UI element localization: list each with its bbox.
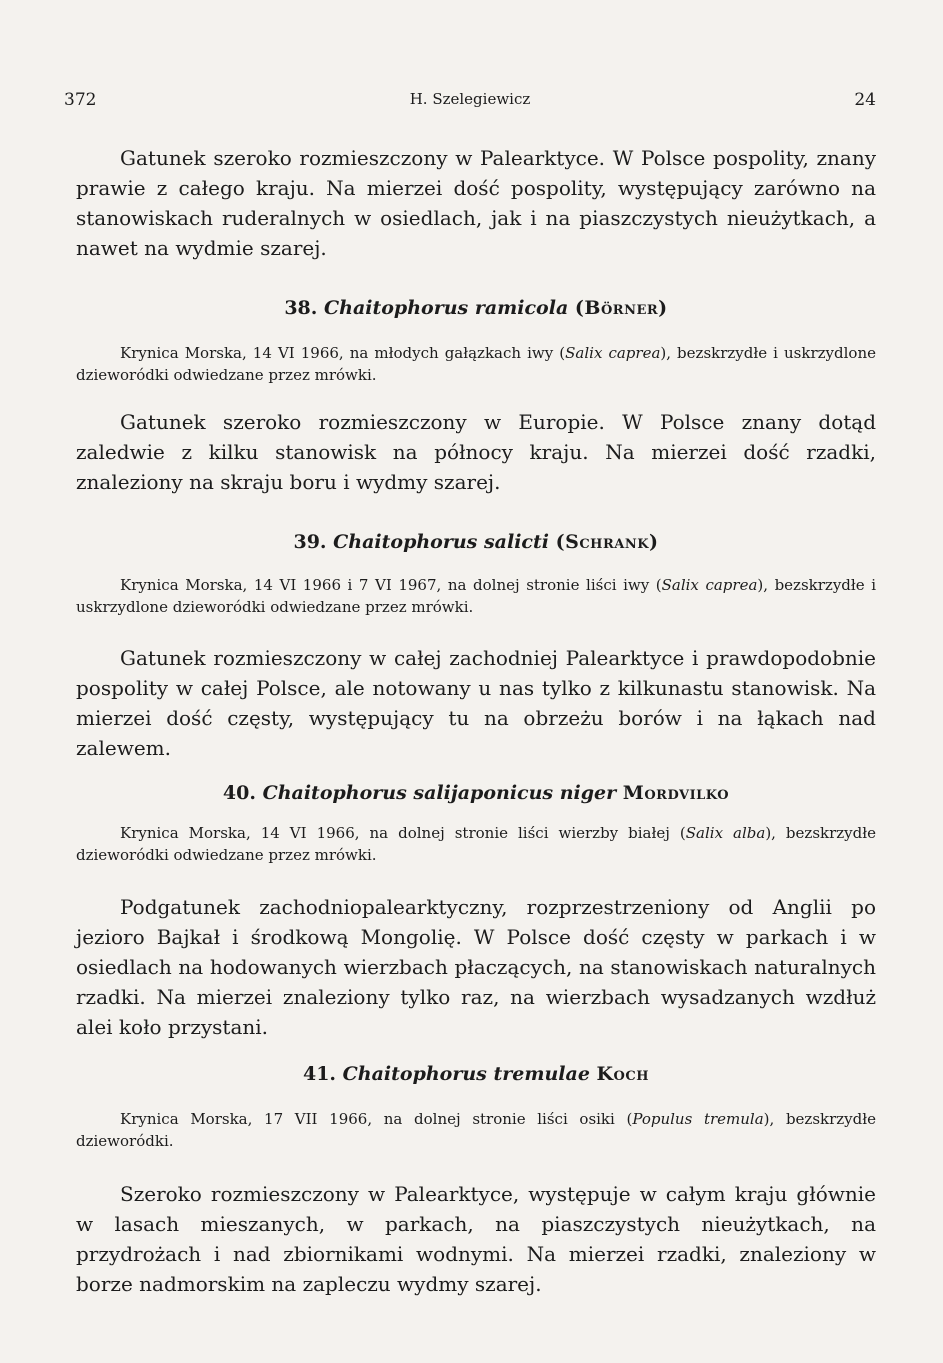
record-text: ), bezskrzydłe i uskrzydlone dzieworódki odwiedzane przez mrówki.: [76, 344, 876, 384]
species-name: Chaitophorus ramicola: [324, 297, 569, 319]
species-author: Koch: [596, 1063, 649, 1085]
paragraph-41-distribution: Szeroko rozmieszczony w Palearktyce, występuje w całym kraju głównie w lasach mieszanych, w parkach, na piaszczystych nieużytkach, na przydrożach i nad zbiornikami wodnymi. Na mierzei rzadki, znaleziony w borze nadmorskim na zapleczu wydmy szarej.: [76, 1182, 876, 1296]
record-41: [76, 1108, 876, 1152]
record-text: Krynica Morska, 14 VI 1966 i 7 VI 1967, na dolnej stronie liści iwy (: [120, 576, 662, 594]
species-name: Chaitophorus tremulae: [342, 1063, 590, 1085]
paragraph-39-distribution: Gatunek rozmieszczony w całej zachodniej Palearktyce i prawdopodobnie pospolity w całej Polsce, ale notowany u nas tylko z kilkunastu stanowisk. Na mierzei dość częsty, występujący tu na obrzeżu borów i na łąkach nad zalewem.: [76, 646, 876, 760]
host-plant-name: Salix caprea: [565, 344, 661, 362]
species-heading-38: [76, 297, 876, 319]
species-name: Chaitophorus salijaponicus niger: [262, 782, 617, 804]
species-number: 41.: [302, 1063, 337, 1085]
record-text: Krynica Morska, 17 VII 1966, na dolnej stronie liści osiki (: [120, 1110, 633, 1128]
species-author: (Schrank): [555, 531, 659, 553]
species-author: (Börner): [574, 297, 668, 319]
species-heading-41: [76, 1063, 876, 1085]
paragraph-38-distribution: Gatunek szeroko rozmieszczony w Europie. W Polsce znany dotąd zaledwie z kilku stanowisk na północy kraju. Na mierzei dość rzadki, znaleziony na skraju boru i wydmy szarej.: [76, 410, 876, 494]
species-number: 38.: [284, 297, 318, 319]
record-40: [76, 822, 876, 866]
host-plant-name: Populus tremula: [632, 1110, 764, 1128]
page-number-right: 24: [854, 90, 876, 110]
page-number-left: 372: [64, 90, 97, 110]
record-text: Krynica Morska, 14 VI 1966, na młodych gałązkach iwy (: [120, 344, 566, 362]
page-header: [64, 90, 876, 116]
host-plant-name: Salix caprea: [661, 576, 758, 594]
record-text: ), bezskrzydłe i uskrzydlone dzieworódki odwiedzane przez mrówki.: [76, 576, 876, 616]
record-text: ), bezskrzydłe dzieworódki odwiedzane przez mrówki.: [76, 824, 876, 864]
species-number: 40.: [222, 782, 256, 804]
record-text: ), bezskrzydłe dzieworódki.: [76, 1110, 877, 1150]
paragraph-40-distribution: Podgatunek zachodniopalearktyczny, rozprzestrzeniony od Anglii po jezioro Bajkał i środkową Mongolię. W Polsce dość częsty w parkach i w osiedlach na hodowanych wierzbach płaczących, na stanowiskach naturalnych rzadki. Na mierzei znaleziony tylko raz, na wierzbach wysadzanych wzdłuż alei koło przystani.: [76, 895, 876, 1039]
host-plant-name: Salix alba: [685, 824, 766, 842]
species-author: Mordvilko: [622, 782, 730, 804]
species-name: Chaitophorus salicti: [333, 531, 549, 553]
species-heading-39: [76, 531, 876, 553]
paragraph-intro: Gatunek szeroko rozmieszczony w Palearktyce. W Polsce pospolity, znany prawie z całego kraju. Na mierzei dość pospolity, występujący zarówno na stanowiskach ruderalnych w osiedlach, jak i na piaszczystych nieużytkach, a nawet na wydmie szarej.: [76, 146, 876, 260]
record-text: Krynica Morska, 14 VI 1966, na dolnej stronie liści wierzby białej (: [120, 824, 686, 842]
species-heading-40: [76, 782, 876, 804]
running-head: H. Szelegiewicz: [409, 90, 531, 108]
species-number: 39.: [293, 531, 327, 553]
record-39: [76, 574, 876, 618]
record-38: [76, 342, 876, 386]
